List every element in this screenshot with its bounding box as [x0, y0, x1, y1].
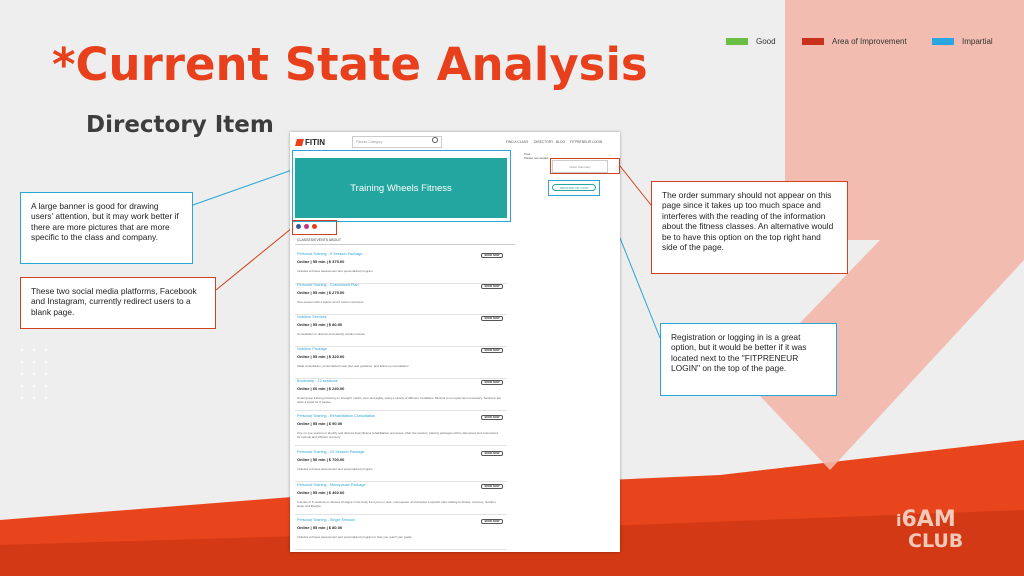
class-description: One on one session to identify and discuss injury/illness rehabilitation processes. After the session, training packages will be discussed and customized for optimal and efficient recovery. [297, 431, 498, 440]
book-now-button[interactable]: BOOK NOW [481, 253, 503, 258]
class-card [295, 483, 507, 515]
legend-improvement-swatch [802, 38, 824, 45]
class-meta: Online | 55 min | $ 320.00 [297, 354, 345, 359]
class-description: One session with a trainer and 6 custom workouts [297, 300, 364, 304]
side-total-label: Total [524, 152, 531, 156]
class-description: Small group training focusing on strength, cardio, core and agility, using a variety of different modalities. Minimal to no equipment necessary. Sessions are twice a week for 6 weeks. [297, 396, 501, 405]
nav-find-class[interactable]: FIND A CLASS [506, 140, 529, 144]
class-card [295, 283, 507, 315]
highlight-social [292, 220, 337, 235]
class-description: Includes a fitness assessment and personalized program [297, 467, 373, 471]
page-subtitle: Directory Item [86, 112, 274, 138]
book-now-button[interactable]: BOOK NOW [481, 316, 503, 321]
book-now-button[interactable]: BOOK NOW [481, 415, 503, 420]
class-description: Includes a fitness assessment and personalized program [297, 269, 373, 273]
register-login-button[interactable]: REGISTER OR LOGIN [552, 184, 596, 191]
logo-text: FITIN [305, 138, 325, 147]
legend-improvement-label: Area of Improvement [832, 36, 907, 46]
class-meta: Online | 55 min | $ 375.00 [297, 259, 345, 264]
brand-prefix: i [896, 511, 902, 530]
note-order-summary: The order summary should not appear on this page since it takes up too much space and interferes with the reading of the information about the fitness classes. An alternative would be to have this option on the top right hand side of the page. [651, 181, 848, 274]
search-icon[interactable] [432, 137, 438, 143]
tabs-divider [295, 244, 515, 245]
class-description: Includes a fitness assessment and personalized program to help you reach your goals. [297, 535, 413, 539]
nav-fitpreneur-login[interactable]: FITPRENEUR LOGIN [570, 140, 603, 144]
class-card [295, 450, 507, 482]
book-now-button[interactable]: BOOK NOW [481, 484, 503, 489]
class-name[interactable]: Personal Training - Rehabilitation Consultation [297, 414, 376, 418]
class-card [295, 414, 507, 446]
class-name[interactable]: Personal Training - 5 Session Package [297, 252, 363, 256]
class-card [295, 518, 507, 550]
legend-good-label: Good [756, 36, 776, 46]
nav-directory[interactable]: DIRECTORY [534, 140, 554, 144]
class-meta: Online | 60 min | $ 240.00 [297, 386, 345, 391]
book-now-button[interactable]: BOOK NOW [481, 451, 503, 456]
class-description: A series of 5 sessions to discuss changes in the body from peri- to post- menopause, and develop a specific plan relating to fitness, recovery, nutrition, sleep and lifestyle. [297, 500, 497, 509]
side-details-label: Please see details [524, 156, 549, 160]
note-registration: Registration or logging in is a great option, but it would be better if it was located next to the "FITPRENEUR LOGIN" on the top of the page. [660, 323, 837, 396]
legend-impartial-label: Impartial [962, 36, 993, 46]
class-name[interactable]: Personal Training - 10 Session Package [297, 450, 365, 454]
brand-line1: 6AM [901, 507, 956, 532]
site-logo[interactable] [296, 138, 325, 147]
class-name[interactable]: Personal Training - Single Session [297, 518, 356, 522]
brand-logo [896, 507, 964, 552]
book-now-button[interactable]: BOOK NOW [481, 348, 503, 353]
class-card [295, 379, 507, 411]
class-meta: Online | 55 min | $ 700.00 [297, 457, 345, 462]
legend-impartial-swatch [932, 38, 954, 45]
nav-blog[interactable]: BLOG [556, 140, 566, 144]
class-card [295, 252, 507, 284]
class-meta: Online | 55 min | $ 90.00 [297, 421, 343, 426]
legend-good [726, 36, 776, 46]
book-now-button[interactable]: BOOK NOW [481, 380, 503, 385]
class-name[interactable]: Bootcamp - 12 sessions [297, 379, 338, 383]
logo-mark-icon [295, 139, 304, 146]
order-summary-box: Order Summary [552, 160, 608, 173]
class-meta: Online | 55 min | $ 460.00 [297, 490, 345, 495]
brand-line2: CLUB [908, 530, 964, 552]
highlight-registration [548, 180, 600, 196]
class-name[interactable]: Personal Training - Menopause Package [297, 483, 366, 487]
search-input[interactable]: Fitness Category [352, 136, 442, 148]
page-title: *Current State Analysis [52, 38, 648, 91]
class-card [295, 347, 507, 379]
class-meta: Online | 55 min | $ 80.00 [297, 322, 343, 327]
hero-banner: Training Wheels Fitness [295, 158, 507, 218]
class-meta: Online | 55 min | $ 80.00 [297, 525, 343, 530]
note-social: These two social media platforms, Facebook and Instagram, currently redirect users to a blank page. [20, 277, 216, 329]
legend-improvement [802, 36, 907, 46]
class-description: Consultation to discuss and identify nutrition issues [297, 332, 365, 336]
legend-impartial [932, 36, 993, 46]
highlight-banner [292, 150, 511, 222]
class-meta: Online | 55 min | $ 275.00 [297, 290, 345, 295]
class-name[interactable]: Nutrition Services [297, 315, 327, 319]
legend-good-swatch [726, 38, 748, 45]
book-now-button[interactable]: BOOK NOW [481, 284, 503, 289]
highlight-order-summary [550, 158, 620, 174]
class-name[interactable]: Nutrition Package [297, 347, 327, 351]
class-description: Initial consultation, personalized meal plan and guidance, and follow up consultation [297, 364, 409, 368]
content-tabs[interactable]: CLASSES/EVENTS ABOUT [297, 238, 341, 242]
class-card [295, 315, 507, 347]
class-name[interactable]: Personal Training - Customized Plan [297, 283, 359, 287]
note-banner: A large banner is good for drawing users' attention, but it may work better if there are more pictures that are more specific to the class and company. [20, 192, 193, 264]
book-now-button[interactable]: BOOK NOW [481, 519, 503, 524]
